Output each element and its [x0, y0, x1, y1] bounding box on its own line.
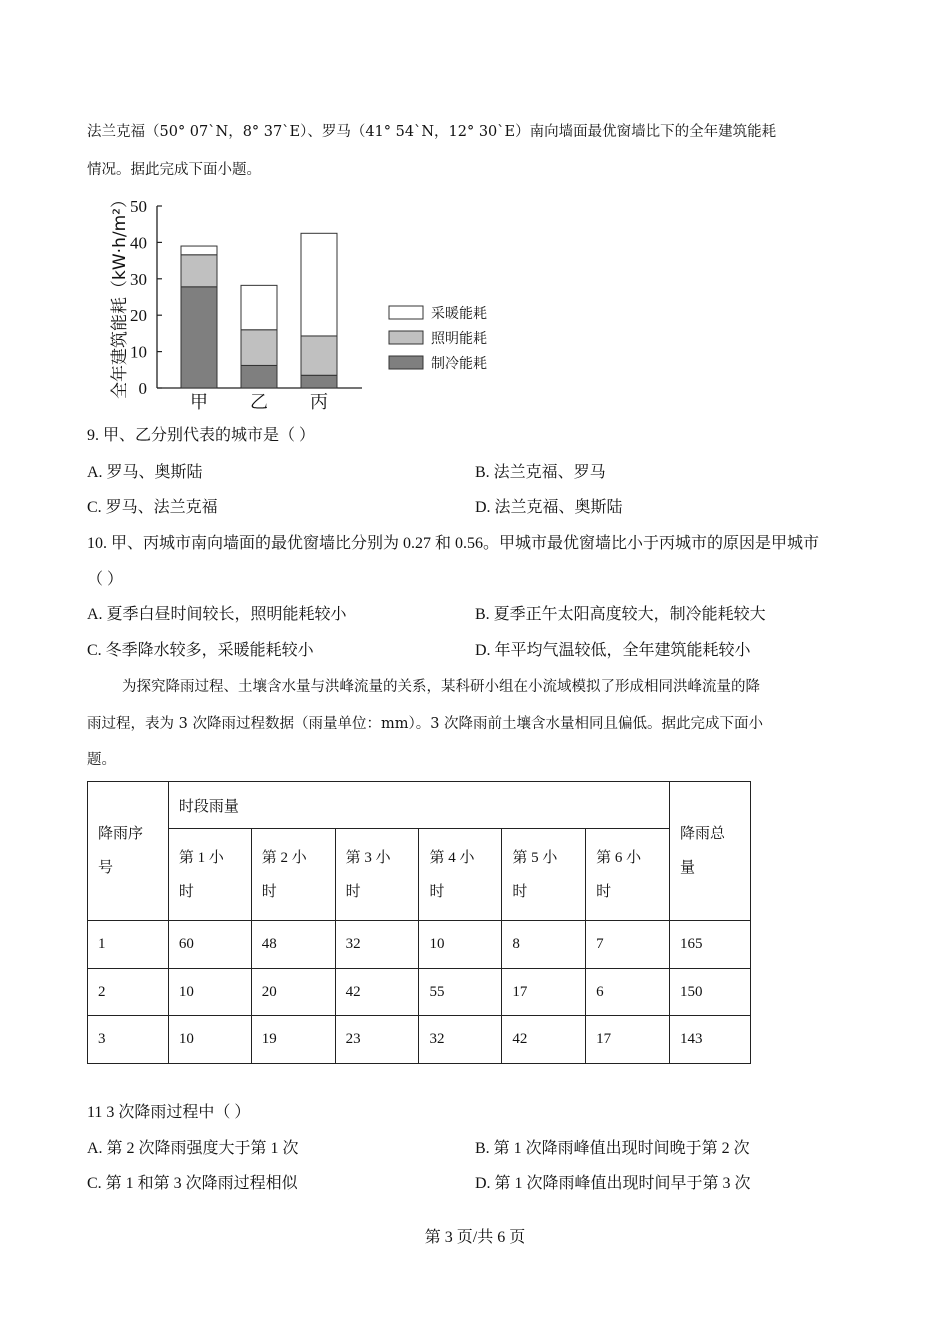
y-tick-label: 0	[138, 379, 147, 398]
table-cell: 42	[502, 1016, 586, 1064]
intro-line-2: 情况。据此完成下面小题。	[87, 162, 261, 178]
hour-5-line-2: 时	[512, 883, 528, 900]
table-cell: 6	[586, 969, 670, 1016]
table-cell: 10	[168, 969, 251, 1016]
table-cell: 60	[168, 921, 251, 969]
legend-label: 制冷能耗	[431, 356, 487, 372]
bar-segment-1-采暖能耗	[241, 285, 277, 329]
table-cell: 3	[88, 1016, 169, 1064]
bar-segment-0-采暖能耗	[181, 246, 217, 255]
table-cell: 55	[419, 969, 502, 1016]
q9-option-a[interactable]: A. 罗马、奥斯陆	[87, 464, 203, 481]
table-cell: 2	[88, 969, 169, 1016]
hour-6-line-2: 时	[596, 883, 612, 900]
header-hour-4	[419, 829, 502, 921]
passage2-line-2: 雨过程，表为 3 次降雨过程数据（雨量单位：mm）。3 次降雨前土壤含水量相同且偏低。据此完成下面小	[87, 716, 764, 732]
table-cell: 7	[586, 921, 670, 969]
table-cell: 42	[335, 969, 419, 1016]
table-row	[88, 969, 751, 1016]
table-cell: 165	[670, 921, 751, 969]
header-seq-line-2: 号	[98, 860, 114, 876]
hour-1-line-2: 时	[178, 883, 194, 900]
q9-option-d[interactable]: D. 法兰克福、奥斯陆	[475, 499, 623, 516]
header-hour-2	[251, 829, 335, 921]
q10-option-b[interactable]: B. 夏季正午太阳高度较大，制冷能耗较大	[475, 606, 766, 623]
table-cell: 10	[419, 921, 502, 969]
x-tick-label: 甲	[190, 392, 208, 413]
y-tick-label: 10	[130, 342, 147, 362]
y-tick-label: 50	[130, 197, 147, 216]
table-header-row-1	[88, 782, 751, 829]
y-tick-label: 40	[130, 233, 147, 253]
q10-stem-bracket: （ ）	[87, 571, 124, 588]
page-footer: 第 3 页/共 6 页	[424, 1229, 526, 1246]
header-period-cell	[168, 782, 669, 829]
passage2-line-3: 题。	[87, 752, 116, 768]
table-cell: 23	[335, 1016, 419, 1064]
q10-option-c[interactable]: C. 冬季降水较多，采暖能耗较小	[87, 642, 314, 659]
x-tick-label: 乙	[250, 392, 268, 413]
rainfall-table	[87, 781, 751, 1064]
q10-option-a[interactable]: A. 夏季白昼时间较长，照明能耗较小	[87, 606, 347, 623]
y-axis-label: 全年建筑能耗（kW·h/m²）	[110, 191, 130, 399]
table-cell: 150	[670, 969, 751, 1016]
table-cell: 20	[251, 969, 335, 1016]
q11-option-c[interactable]: C. 第 1 和第 3 次降雨过程相似	[87, 1175, 298, 1192]
hour-3-line-2: 时	[345, 883, 361, 900]
header-total-cell	[670, 782, 751, 921]
header-period: 时段雨量	[178, 798, 239, 815]
table-cell: 19	[251, 1016, 335, 1064]
q9-stem: 9. 甲、乙分别代表的城市是（ ）	[87, 427, 316, 444]
q9-option-b[interactable]: B. 法兰克福、罗马	[475, 464, 606, 481]
legend-label: 照明能耗	[431, 331, 487, 347]
header-hour-5	[502, 829, 586, 921]
legend-swatch	[389, 306, 423, 319]
q11-option-a[interactable]: A. 第 2 次降雨强度大于第 1 次	[87, 1140, 299, 1157]
header-seq-line-1: 降雨序	[98, 826, 144, 842]
bar-segment-0-照明能耗	[181, 255, 217, 287]
table-cell: 32	[419, 1016, 502, 1064]
table-cell: 17	[586, 1016, 670, 1064]
table-row	[88, 921, 751, 969]
q11-option-b[interactable]: B. 第 1 次降雨峰值出现时间晚于第 2 次	[475, 1140, 750, 1157]
bar-segment-2-照明能耗	[301, 336, 337, 375]
legend-swatch	[389, 331, 423, 344]
x-tick-label: 丙	[310, 392, 328, 413]
table-cell: 1	[88, 921, 169, 969]
q11-option-d[interactable]: D. 第 1 次降雨峰值出现时间早于第 3 次	[475, 1175, 751, 1192]
energy-chart	[95, 190, 515, 415]
legend-label: 采暖能耗	[431, 306, 487, 322]
y-tick-label: 20	[130, 306, 147, 326]
bar-segment-1-制冷能耗	[241, 365, 277, 388]
bar-segment-2-制冷能耗	[301, 375, 337, 388]
q9-option-c[interactable]: C. 罗马、法兰克福	[87, 499, 218, 516]
table-cell: 10	[168, 1016, 251, 1064]
y-tick-label: 30	[130, 269, 147, 289]
intro-line-1: 法兰克福（50° 07`N，8° 37`E）、罗马（41° 54`N，12° 30`E）南向墙面最优窗墙比下的全年建筑能耗	[87, 124, 777, 140]
hour-4-line-1: 第 4 小	[429, 849, 475, 866]
q10-stem: 10. 甲、丙城市南向墙面的最优窗墙比分别为 0.27 和 0.56。甲城市最优窗墙比小于丙城市的原因是甲城市	[87, 535, 820, 552]
table-header-row-2	[88, 829, 751, 921]
table-cell: 17	[502, 969, 586, 1016]
table-cell: 143	[670, 1016, 751, 1064]
hour-6-line-1: 第 6 小	[596, 849, 642, 866]
header-hour-1	[168, 829, 251, 921]
bar-segment-0-制冷能耗	[181, 287, 217, 388]
table-cell: 48	[251, 921, 335, 969]
hour-1-line-1: 第 1 小	[178, 849, 224, 866]
hour-5-line-1: 第 5 小	[512, 849, 558, 866]
table-cell: 8	[502, 921, 586, 969]
header-hour-6	[586, 829, 670, 921]
bar-segment-1-照明能耗	[241, 330, 277, 366]
table-row	[88, 1016, 751, 1064]
header-seq-cell	[88, 782, 169, 921]
header-total-line-2: 量	[680, 860, 696, 876]
q11-stem: 11 3 次降雨过程中（ ）	[87, 1104, 251, 1121]
q10-option-d[interactable]: D. 年平均气温较低，全年建筑能耗较小	[475, 642, 751, 659]
hour-2-line-2: 时	[261, 883, 277, 900]
header-total-line-1: 降雨总	[680, 826, 726, 842]
hour-4-line-2: 时	[429, 883, 445, 900]
passage2-line-1: 为探究降雨过程、土壤含水量与洪峰流量的关系，某科研小组在小流域模拟了形成相同洪峰流量的降	[122, 679, 760, 695]
table-cell: 32	[335, 921, 419, 969]
hour-2-line-1: 第 2 小	[261, 849, 307, 866]
header-hour-3	[335, 829, 419, 921]
bar-segment-2-采暖能耗	[301, 233, 337, 336]
legend-swatch	[389, 356, 423, 369]
hour-3-line-1: 第 3 小	[345, 849, 391, 866]
